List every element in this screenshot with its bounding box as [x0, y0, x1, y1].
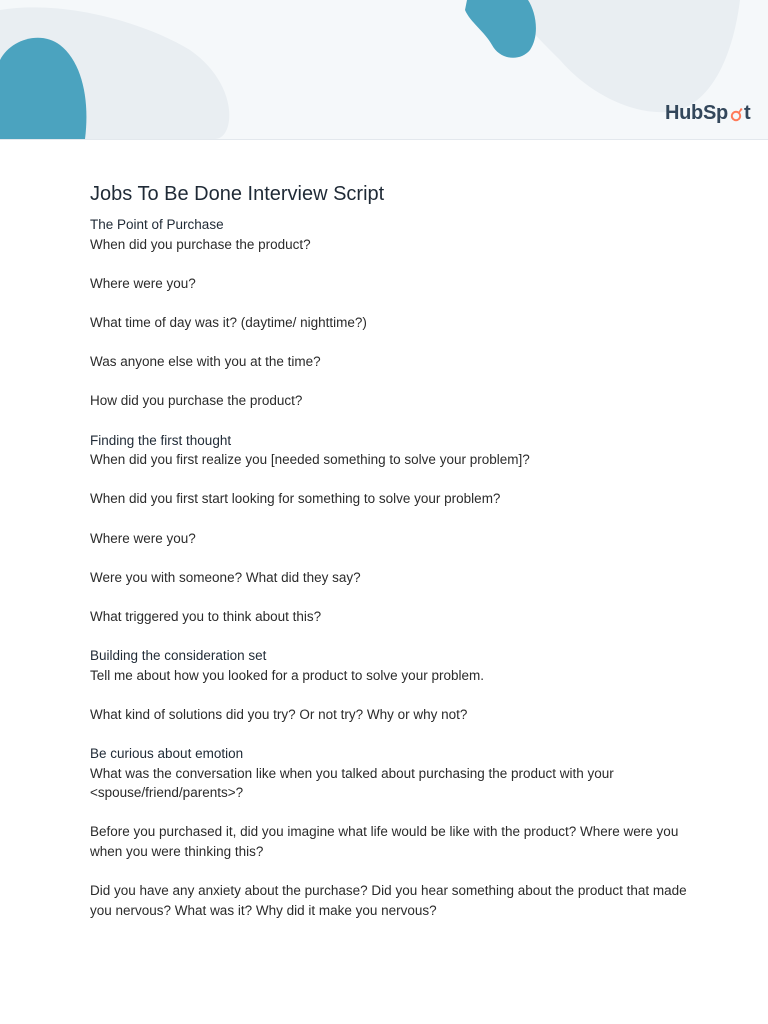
section-heading: Finding the first thought [90, 432, 232, 448]
sprocket-icon [729, 108, 743, 122]
hubspot-logo [665, 102, 750, 125]
question-item: Were you with someone? What did they say? [90, 569, 361, 585]
question-item: Tell me about how you looked for a product to solve your problem. [90, 667, 484, 683]
question-item: What triggered you to think about this? [90, 608, 322, 624]
question-item: How did you purchase the product? [90, 393, 303, 409]
section-consideration-set [90, 646, 690, 724]
section-finding-first-thought [90, 431, 690, 627]
document-body [90, 181, 690, 940]
section-heading: Be curious about emotion [90, 746, 244, 762]
logo-text-right: t [743, 102, 751, 124]
question-item: What was the conversation like when you talked about purchasing the product with your <spouse/friend/parents>? [90, 765, 614, 801]
decorative-blobs [0, 0, 768, 139]
question-item: When did you first realize you [needed something to solve your problem]? [90, 452, 530, 468]
question-item: Where were you? [90, 275, 196, 291]
question-item: What kind of solutions did you try? Or not try? Why or why not? [90, 706, 468, 722]
question-item: Did you have any anxiety about the purchase? Did you hear something about the product that made you nervous? What was it? Why did it make you nervous? [90, 883, 687, 918]
section-curious-about-emotion [90, 744, 690, 920]
question-item: When did you purchase the product? [90, 236, 311, 252]
question-item: Was anyone else with you at the time? [90, 354, 321, 370]
question-item: Where were you? [90, 530, 196, 546]
question-item: Before you purchased it, did you imagine what life would be like with the product? Where were you when you were thinking this? [90, 824, 679, 859]
question-item: When did you first start looking for something to solve your problem? [90, 491, 501, 507]
section-heading: Building the consideration set [90, 648, 267, 664]
teal-blob-top [465, 0, 536, 58]
light-blob-right [510, 0, 740, 112]
logo-text-left: HubSp [665, 102, 728, 124]
section-heading: The Point of Purchase [90, 217, 224, 232]
document-title: Jobs To Be Done Interview Script [90, 183, 385, 205]
question-item: What time of day was it? (daytime/ nighttime?) [90, 314, 367, 330]
section-point-of-purchase [90, 215, 690, 411]
page-header [0, 0, 768, 140]
